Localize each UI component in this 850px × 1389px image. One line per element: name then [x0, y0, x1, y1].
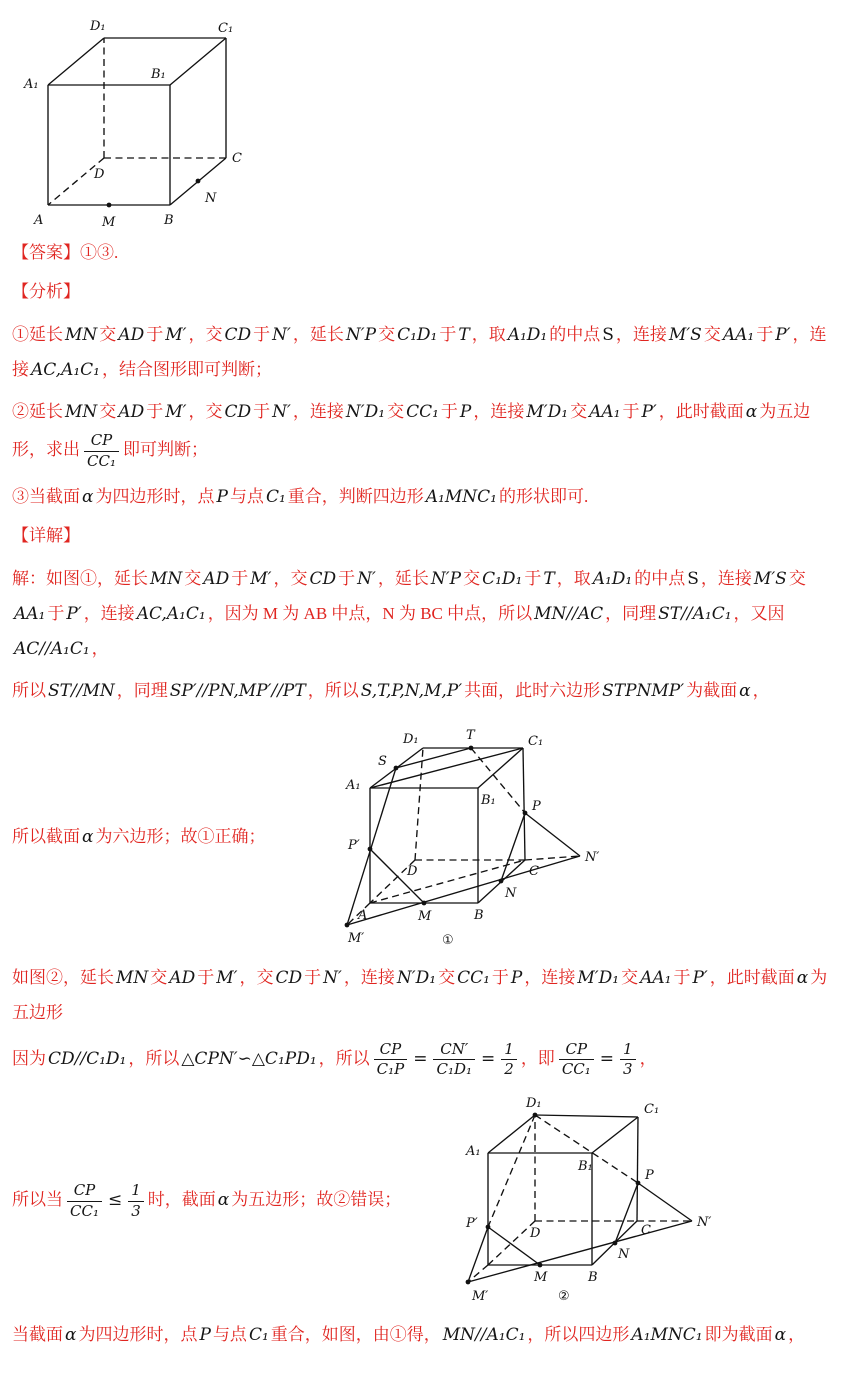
text-run: MN: [65, 402, 98, 423]
vertex-label: B: [164, 213, 174, 228]
text-run: N′P: [345, 324, 377, 345]
text-run: ≤: [107, 1190, 123, 1211]
analysis-header: [12, 275, 838, 310]
edge-line: [615, 1183, 638, 1243]
text-run: ，延长: [292, 324, 344, 344]
fraction: $\frac{CN'}{\text{C₁D₁}}$: [433, 1040, 475, 1080]
text-run: ，连接: [473, 402, 525, 422]
vertex-label: T: [466, 728, 475, 744]
analysis-step-3: [12, 480, 838, 515]
text-run: ，所以: [318, 1048, 370, 1068]
edge-line: [347, 856, 580, 925]
figure-caption: ①: [442, 933, 454, 949]
text-run: 为四边形时，点: [78, 1324, 198, 1344]
detail-para-4: [12, 1039, 838, 1081]
text-run: 为五边形: [12, 968, 828, 1023]
text-run: 于: [524, 568, 542, 588]
text-run: ，取: [471, 324, 506, 344]
edge-line: [525, 813, 580, 856]
text-run: P: [510, 968, 523, 989]
text-run: CD: [224, 324, 252, 345]
edge-line: [638, 1183, 692, 1221]
vertex-label: M: [534, 1269, 548, 1285]
vertex-label: B: [474, 908, 484, 924]
text-run: 时，截面: [147, 1190, 216, 1210]
text-run: 交: [621, 968, 639, 988]
geometry-figure: [308, 713, 613, 953]
text-run: ②延长: [12, 402, 63, 422]
vertex-label: B₁: [578, 1158, 593, 1174]
vertex-label: P: [532, 799, 541, 815]
point-dot: [196, 179, 201, 184]
text-run: 交: [463, 568, 481, 588]
detail-para-3: [12, 961, 838, 1031]
text-run: 于: [439, 324, 457, 344]
vertex-label: C: [232, 151, 242, 166]
text-run: 于: [231, 568, 249, 588]
text-run: 交: [438, 968, 456, 988]
text-run: α: [82, 826, 94, 847]
text-run: =: [599, 1048, 615, 1069]
text-run: 重合，如图，由①得，: [270, 1324, 441, 1344]
text-run: M′D₁: [526, 402, 569, 423]
text-run: ，连接: [343, 968, 395, 988]
text-run: 于: [756, 324, 774, 344]
point-dot: [466, 1280, 471, 1285]
text-run: 于: [146, 402, 164, 422]
text-run: CD: [224, 402, 252, 423]
analysis-step-1: [12, 318, 838, 388]
text-run: α: [217, 1190, 230, 1211]
conclusion-statement-1: [12, 820, 308, 855]
text-run: ，: [788, 1324, 806, 1344]
text-run: AC,A₁C₁: [31, 359, 100, 380]
text-run: T: [458, 324, 470, 345]
text-run: AA₁: [722, 324, 755, 345]
text-run: ①延长: [12, 324, 63, 344]
text-run: ，同理: [605, 603, 657, 623]
vertex-label: C: [529, 864, 539, 880]
text-run: M′: [216, 968, 238, 989]
text-run: ，所以四边形: [527, 1324, 630, 1344]
vertex-label: D: [407, 864, 418, 880]
hidden-edge-line: [488, 1115, 535, 1227]
text-run: ，取: [556, 568, 591, 588]
vertex-label: M: [418, 909, 432, 925]
text-run: C₁D₁: [482, 568, 523, 589]
point-dot: [394, 766, 399, 771]
text-run: ，连接: [700, 568, 752, 588]
text-run: 【答案】①③.: [12, 243, 119, 262]
text-run: T: [543, 568, 555, 589]
detail-para-1: [12, 562, 838, 667]
vertex-label: D: [94, 167, 105, 182]
text-run: ，所以: [128, 1048, 180, 1068]
text-run: N′D₁: [345, 402, 386, 423]
text-run: 交: [570, 402, 588, 422]
detail-para-5: [12, 1318, 838, 1353]
vertex-label: S: [378, 754, 387, 770]
text-run: 【分析】: [12, 281, 80, 301]
analysis-step-2: [12, 395, 838, 472]
point-dot: [636, 1181, 641, 1186]
text-run: ，即: [520, 1048, 555, 1068]
text-run: M′: [165, 324, 187, 345]
text-run: ，延长: [377, 568, 429, 588]
point-dot: [613, 1241, 618, 1246]
text-run: ，连接: [12, 324, 827, 379]
text-run: α: [65, 1324, 77, 1345]
text-run: ，因为 M 为 AB 中点，N 为 BC 中点，所以: [207, 603, 533, 623]
text-run: ，交: [239, 968, 274, 988]
figure-cube-2: [430, 1085, 730, 1310]
text-run: MN//AC: [534, 603, 604, 624]
text-run: ，结合图形即可判断；: [102, 359, 272, 379]
geometry-figure: [18, 10, 268, 232]
text-run: P: [216, 487, 228, 508]
vertex-label: M: [102, 215, 116, 230]
text-run: ，连接: [615, 324, 667, 344]
text-run: 即可判断；: [122, 440, 208, 460]
point-dot: [345, 923, 350, 928]
vertex-label: P′: [466, 1215, 478, 1231]
edge-line: [637, 1117, 638, 1221]
point-dot: [499, 879, 504, 884]
text-run: α: [796, 968, 809, 989]
text-run: ，所以: [307, 681, 359, 701]
answer-line: [12, 236, 838, 271]
vertex-label: A: [358, 908, 368, 924]
text-run: P: [459, 402, 472, 423]
text-run: ，: [91, 638, 109, 658]
vertex-label: C₁: [528, 734, 544, 750]
text-run: 交: [387, 402, 405, 422]
text-run: 于: [253, 402, 271, 422]
text-run: P′: [692, 968, 708, 989]
text-run: 因为: [12, 1048, 46, 1068]
point-dot: [368, 847, 373, 852]
vertex-label: C₁: [644, 1101, 660, 1117]
text-run: M′S: [668, 324, 702, 345]
text-run: 交: [99, 402, 117, 422]
text-run: MN: [65, 324, 98, 345]
text-run: AD: [118, 402, 145, 423]
text-run: N′: [272, 402, 291, 423]
vertex-label: N: [618, 1246, 630, 1262]
edge-line: [592, 1117, 638, 1153]
text-run: 于: [253, 324, 271, 344]
text-run: ，此时截面: [709, 968, 795, 988]
fraction: $\frac{1}{3}$: [620, 1040, 636, 1080]
text-run: C₁: [248, 1324, 269, 1345]
text-run: CD//C₁D₁: [48, 1048, 127, 1069]
fraction: $\frac{1}{2}$: [501, 1040, 517, 1080]
text-run: α: [739, 681, 751, 702]
edge-line: [523, 748, 525, 860]
text-run: C₁D₁: [397, 324, 438, 345]
text-run: 所以: [12, 681, 46, 701]
text-run: 交: [788, 568, 806, 588]
text-run: 解：如图①，延长: [12, 568, 148, 588]
text-run: 的中点: [634, 568, 686, 588]
conclusion-statement-2: [12, 1180, 430, 1222]
point-dot: [523, 811, 528, 816]
text-run: M′S: [753, 568, 787, 589]
text-run: S,T,P,N,M,P′: [360, 681, 463, 702]
point-dot: [486, 1225, 491, 1230]
vertex-label: C: [641, 1222, 651, 1238]
text-run: 交: [99, 324, 117, 344]
text-run: M′: [165, 402, 187, 423]
vertex-label: B₁: [481, 793, 496, 809]
text-run: ，同理: [116, 681, 168, 701]
vertex-label: N: [505, 886, 517, 902]
text-run: ，: [752, 681, 770, 701]
text-run: 为六边形；故①正确；: [95, 826, 266, 846]
text-run: 于: [440, 402, 458, 422]
text-run: α: [745, 402, 758, 423]
hidden-edge-line: [415, 748, 423, 860]
text-run: N′P: [430, 568, 462, 589]
text-run: 于: [673, 968, 691, 988]
edge-line: [535, 1115, 638, 1117]
geometry-figure: [430, 1085, 730, 1310]
text-run: N′: [357, 568, 376, 589]
point-dot: [422, 901, 427, 906]
text-run: P′: [66, 603, 82, 624]
text-run: CD: [309, 568, 337, 589]
vertex-label: A₁: [466, 1143, 481, 1159]
text-run: 于: [146, 324, 164, 344]
text-run: M′D₁: [577, 968, 620, 989]
text-run: =: [413, 1048, 428, 1069]
text-run: 为四边形时，点: [95, 487, 215, 507]
text-run: 于: [338, 568, 356, 588]
fraction: $\frac{CP}{\text{CC₁}}$: [84, 431, 119, 471]
text-run: 【详解】: [12, 526, 80, 546]
text-run: AC,A₁C₁: [136, 603, 206, 624]
text-run: S: [602, 324, 614, 345]
vertex-label: A₁: [346, 778, 361, 794]
text-run: 交: [150, 968, 168, 988]
text-run: ③当截面: [12, 487, 80, 507]
point-dot: [107, 203, 112, 208]
text-run: A₁D₁: [507, 324, 548, 345]
text-run: AD: [118, 324, 145, 345]
fraction: $\frac{1}{3}$: [128, 1181, 144, 1221]
text-run: 于: [491, 968, 509, 988]
text-run: AC//A₁C₁: [14, 638, 90, 659]
vertex-label: D₁: [403, 732, 419, 748]
text-run: =: [481, 1048, 496, 1069]
vertex-label: D₁: [526, 1095, 542, 1111]
fraction: $\frac{CP}{\text{CC₁}}$: [559, 1040, 594, 1080]
text-run: α: [774, 1324, 787, 1345]
text-run: SP′//PN,MP′//PT: [169, 681, 306, 702]
figure-row-2: [12, 1085, 838, 1310]
point-dot: [538, 1263, 543, 1268]
text-run: ，连接: [292, 402, 344, 422]
text-run: 当截面: [12, 1324, 63, 1344]
text-run: ，此时截面: [658, 402, 744, 422]
text-run: 所以当: [12, 1190, 63, 1210]
figure-cube-main: [18, 10, 838, 232]
text-run: 重合，判断四边形: [287, 487, 424, 507]
vertex-label: B: [588, 1269, 598, 1285]
text-run: P′: [641, 402, 657, 423]
text-run: AD: [203, 568, 230, 589]
vertex-label: P′: [348, 838, 360, 854]
text-run: CC₁: [457, 968, 490, 989]
text-run: A₁D₁: [592, 568, 633, 589]
text-run: △CPN′∽△C₁PD₁: [181, 1048, 317, 1069]
text-run: ，又因: [733, 603, 785, 623]
text-run: 交: [184, 568, 202, 588]
vertex-label: A: [34, 213, 44, 228]
text-run: N′: [323, 968, 342, 989]
text-run: AA₁: [589, 402, 621, 423]
text-run: α: [82, 487, 94, 508]
text-run: 的中点: [549, 324, 601, 344]
text-run: ，交: [273, 568, 308, 588]
text-run: AD: [169, 968, 196, 989]
text-run: AA₁: [14, 603, 46, 624]
text-run: A₁MNC₁: [631, 1324, 703, 1345]
text-run: 为截面: [686, 681, 738, 701]
vertex-label: D: [530, 1225, 541, 1241]
text-run: N′: [272, 324, 291, 345]
vertex-label: N′: [585, 850, 600, 866]
vertex-label: N: [205, 191, 217, 206]
edge-line: [468, 1221, 692, 1282]
detail-para-2: [12, 674, 838, 709]
text-run: 交: [703, 324, 721, 344]
text-run: 共面，此时六边形: [464, 681, 601, 701]
figure-caption: ②: [558, 1288, 570, 1304]
text-run: CD: [275, 968, 303, 989]
text-run: 的形状即可.: [498, 487, 589, 507]
text-run: 为五边形；故②错误；: [231, 1190, 402, 1210]
text-run: P′: [775, 324, 791, 345]
point-dot: [469, 746, 474, 751]
text-run: 与点: [212, 1324, 247, 1344]
text-run: MN//A₁C₁: [442, 1324, 526, 1345]
text-run: ，交: [188, 402, 223, 422]
text-run: 于: [47, 603, 65, 623]
text-run: 如图②，延长: [12, 968, 114, 988]
edge-line: [488, 1115, 535, 1153]
figure-row-1: [12, 713, 838, 953]
edge-line: [170, 38, 226, 85]
text-run: AA₁: [640, 968, 672, 989]
text-run: ，: [639, 1048, 657, 1068]
hidden-edge-line: [488, 1221, 535, 1265]
text-run: 于: [304, 968, 322, 988]
vertex-label: B₁: [151, 67, 166, 82]
text-run: 为五边形，求出: [12, 402, 811, 460]
point-dot: [533, 1113, 538, 1118]
detail-header: [12, 519, 838, 554]
text-run: CC₁: [406, 402, 439, 423]
edge-line: [48, 38, 104, 85]
vertex-label: M′: [348, 931, 365, 947]
text-run: MN: [150, 568, 183, 589]
text-run: 即为截面: [704, 1324, 773, 1344]
text-run: N′D₁: [396, 968, 437, 989]
figure-cube-1: [308, 713, 613, 953]
vertex-label: P: [645, 1167, 654, 1183]
text-run: MN: [116, 968, 149, 989]
text-run: 于: [197, 968, 215, 988]
text-run: S: [687, 568, 699, 589]
text-run: 与点: [229, 487, 264, 507]
vertex-label: N′: [697, 1214, 712, 1230]
text-run: ST//A₁C₁: [658, 603, 732, 624]
text-run: STPNMP′: [602, 681, 685, 702]
text-run: 交: [378, 324, 396, 344]
vertex-label: C₁: [218, 21, 234, 36]
fraction: $\frac{CP}{\text{CC₁}}$: [67, 1181, 102, 1221]
text-run: P: [199, 1324, 211, 1345]
fraction: $\frac{CP}{\text{C₁P}}$: [374, 1040, 408, 1080]
text-run: ST//MN: [48, 681, 115, 702]
text-run: ，连接: [524, 968, 576, 988]
text-run: A₁MNC₁: [425, 487, 497, 508]
text-run: ，连接: [83, 603, 135, 623]
hidden-edge-line: [471, 748, 525, 813]
vertex-label: D₁: [90, 19, 106, 34]
vertex-label: A₁: [24, 77, 39, 92]
text-run: ，交: [188, 324, 223, 344]
vertex-label: M′: [472, 1288, 489, 1304]
text-run: M′: [250, 568, 272, 589]
text-run: C₁: [265, 487, 286, 508]
text-run: 于: [622, 402, 640, 422]
text-run: 所以截面: [12, 826, 80, 846]
